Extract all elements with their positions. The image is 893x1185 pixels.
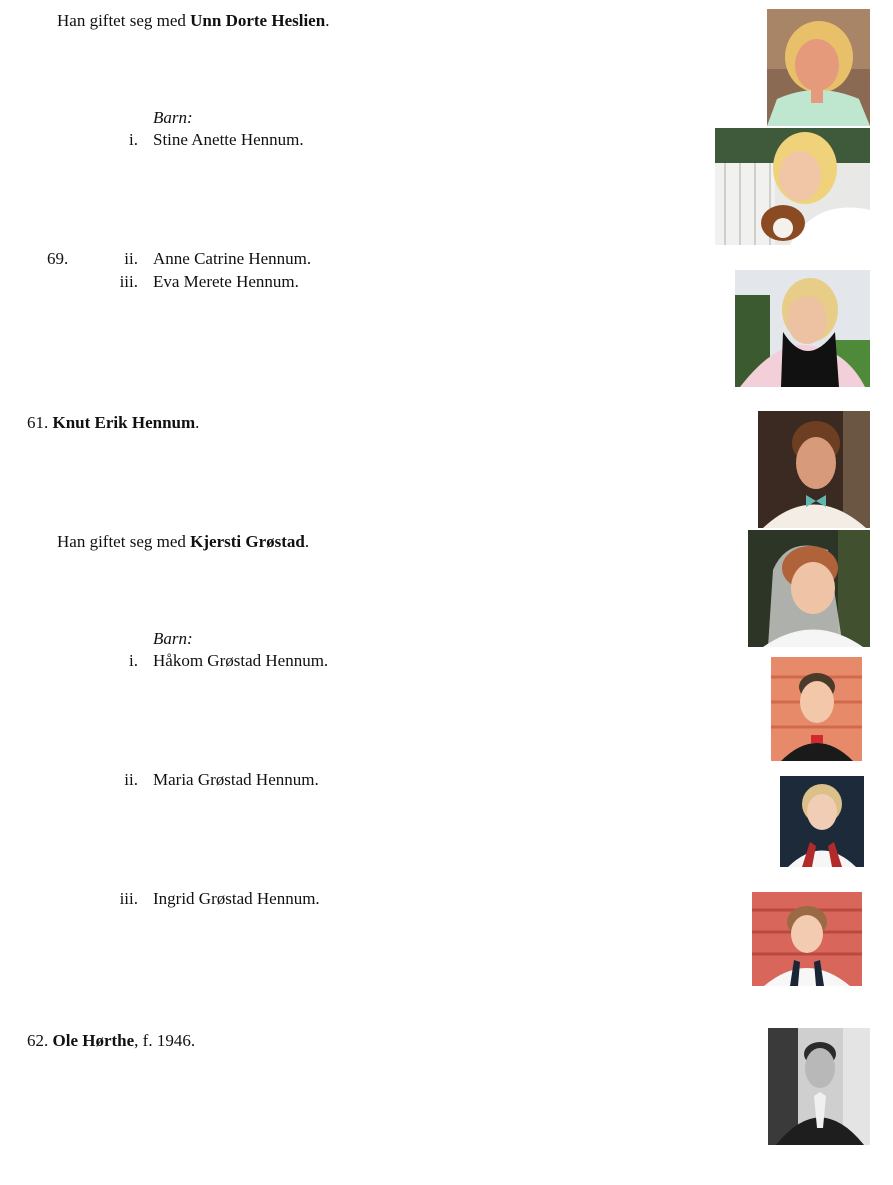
photo-portrait-woman-with-dog: [715, 128, 870, 245]
child-roman: i.: [129, 130, 138, 149]
child-name: Håkom Grøstad Hennum.: [153, 651, 329, 670]
photo-portrait-woman-black-scarf: [735, 270, 870, 387]
child-name: Eva Merete Hennum.: [153, 272, 299, 291]
person-entry-62: [27, 1031, 195, 1051]
spouse-name: Kjersti Grøstad: [190, 532, 305, 551]
person-suffix: , f. 1946.: [134, 1031, 196, 1050]
spouse-line-2: [57, 532, 309, 552]
person-number: 62.: [27, 1031, 49, 1050]
children-label-2: [153, 629, 193, 649]
photo-portrait-girl-braids: [780, 776, 864, 867]
person-name: Ole Hørthe: [52, 1031, 135, 1050]
spouse-line-1: [57, 11, 329, 31]
child-name: Anne Catrine Hennum.: [153, 249, 312, 268]
barn-label: Barn:: [153, 629, 193, 648]
photo-portrait-girl-red-wall: [752, 892, 862, 986]
children-label-1: [153, 108, 193, 128]
child-name: Maria Grøstad Hennum.: [153, 770, 319, 789]
child-ref-number: 69.: [47, 249, 69, 268]
child-name: Stine Anette Hennum.: [153, 130, 304, 149]
photo-portrait-man-bowtie: [758, 411, 870, 528]
person-name: Knut Erik Hennum: [52, 413, 196, 432]
child-roman: i.: [129, 651, 138, 670]
child-roman: ii.: [124, 249, 138, 268]
child-roman: iii.: [119, 889, 138, 908]
person-entry-61: [27, 413, 199, 433]
spouse-suffix: .: [304, 532, 310, 551]
person-number: 61.: [27, 413, 49, 432]
barn-label: Barn:: [153, 108, 193, 127]
spouse-prefix: Han giftet seg med: [57, 11, 191, 30]
child-name: Ingrid Grøstad Hennum.: [153, 889, 320, 908]
spouse-suffix: .: [325, 11, 330, 30]
spouse-name: Unn Dorte Heslien: [190, 11, 326, 30]
photo-portrait-boy: [771, 657, 862, 761]
photo-portrait-blonde-woman: [767, 9, 870, 126]
spouse-prefix: Han giftet seg med: [57, 532, 191, 551]
child-roman: ii.: [124, 770, 138, 789]
photo-portrait-bride: [748, 530, 870, 647]
person-suffix: .: [195, 413, 200, 432]
child-roman: iii.: [119, 272, 138, 291]
photo-portrait-man-bw: [768, 1028, 870, 1145]
